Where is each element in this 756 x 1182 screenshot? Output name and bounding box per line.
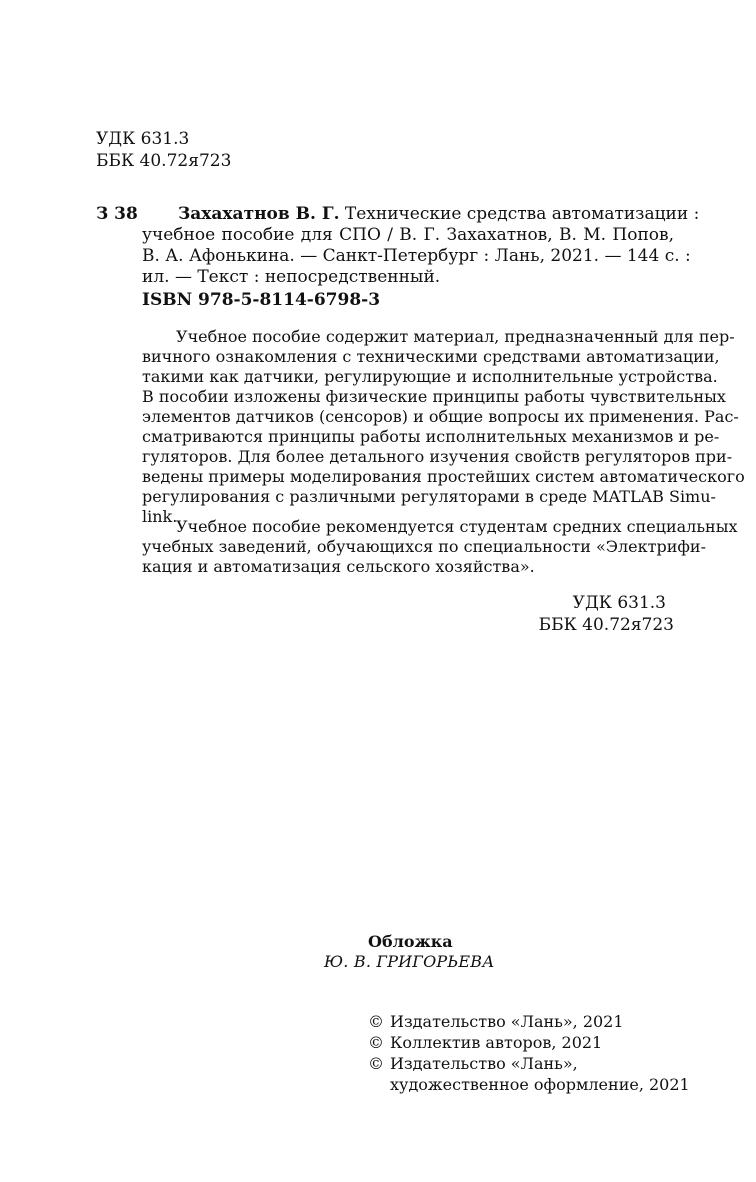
bibliographic-entry-line-2: учебное пособие для СПО / В. Г. Захахатнов, В. М. Попов, (142, 225, 674, 245)
copyright-icon: © (368, 1012, 384, 1031)
annotation-line: гуляторов. Для более детального изучения свойств регуляторов при- (142, 447, 733, 466)
udk-code-bottom: УДК 631.3 (572, 593, 666, 613)
copyright-icon: © (368, 1033, 384, 1052)
bibliographic-entry-line-3: В. А. Афонькина. — Санкт-Петербург : Лань, 2021. — 144 с. : (142, 246, 691, 266)
annotation-line: вичного ознакомления с техническими средствами автоматизации, (142, 347, 720, 366)
copyright-line-4: художественное оформление, 2021 (390, 1075, 690, 1094)
annotation-line: элементов датчиков (сенсоров) и общие вопросы их применения. Рас- (142, 407, 739, 426)
copyright-text: Коллектив авторов, 2021 (390, 1033, 603, 1052)
cover-credit-title: Обложка (368, 932, 453, 951)
author-mark: З 38 (96, 204, 138, 224)
copyright-line-2 (368, 1032, 602, 1053)
cover-designer-name: Ю. В. ГРИГОРЬЕВА (324, 952, 495, 971)
copyright-text: Издательство «Лань», (390, 1054, 578, 1073)
udk-code-top: УДК 631.3 (96, 129, 190, 149)
annotation-line: регулирования с различными регуляторами в среде MATLAB Simu- (142, 487, 716, 506)
annotation-line: ведены примеры моделирования простейших систем автоматического (142, 467, 745, 486)
annotation-line: учебных заведений, обучающихся по специальности «Электрифи- (142, 537, 706, 556)
author-name: Захахатнов В. Г. (178, 204, 340, 224)
annotation-line: link. (142, 507, 178, 526)
copyright-text: Издательство «Лань», 2021 (390, 1012, 624, 1031)
annotation-line: Учебное пособие содержит материал, предназначенный для пер- (176, 327, 735, 346)
annotation-line: сматриваются принципы работы исполнительных механизмов и ре- (142, 427, 720, 446)
udk-bbk-bottom (539, 592, 674, 636)
annotation-line: Учебное пособие рекомендуется студентам средних специальных (176, 517, 738, 536)
bibliographic-entry-line-1 (178, 204, 700, 225)
book-title: Технические средства автоматизации : (344, 204, 700, 224)
bbk-code-bottom: ББК 40.72я723 (538, 615, 674, 635)
isbn: ISBN 978-5-8114-6798-3 (142, 290, 381, 310)
copyright-line-1 (368, 1011, 624, 1032)
annotation-line: В пособии изложены физические принципы работы чувствительных (142, 387, 726, 406)
annotation-line: такими как датчики, регулирующие и исполнительные устройства. (142, 367, 718, 386)
copyright-line-3 (368, 1053, 578, 1074)
annotation-paragraph-2 (142, 517, 738, 577)
udk-bbk-top (96, 128, 231, 172)
copyright-icon: © (368, 1054, 384, 1073)
bibliographic-entry-line-4: ил. — Текст : непосредственный. (142, 267, 441, 287)
bbk-code-top: ББК 40.72я723 (96, 151, 232, 171)
annotation-line: кация и автоматизация сельского хозяйства». (142, 557, 535, 576)
